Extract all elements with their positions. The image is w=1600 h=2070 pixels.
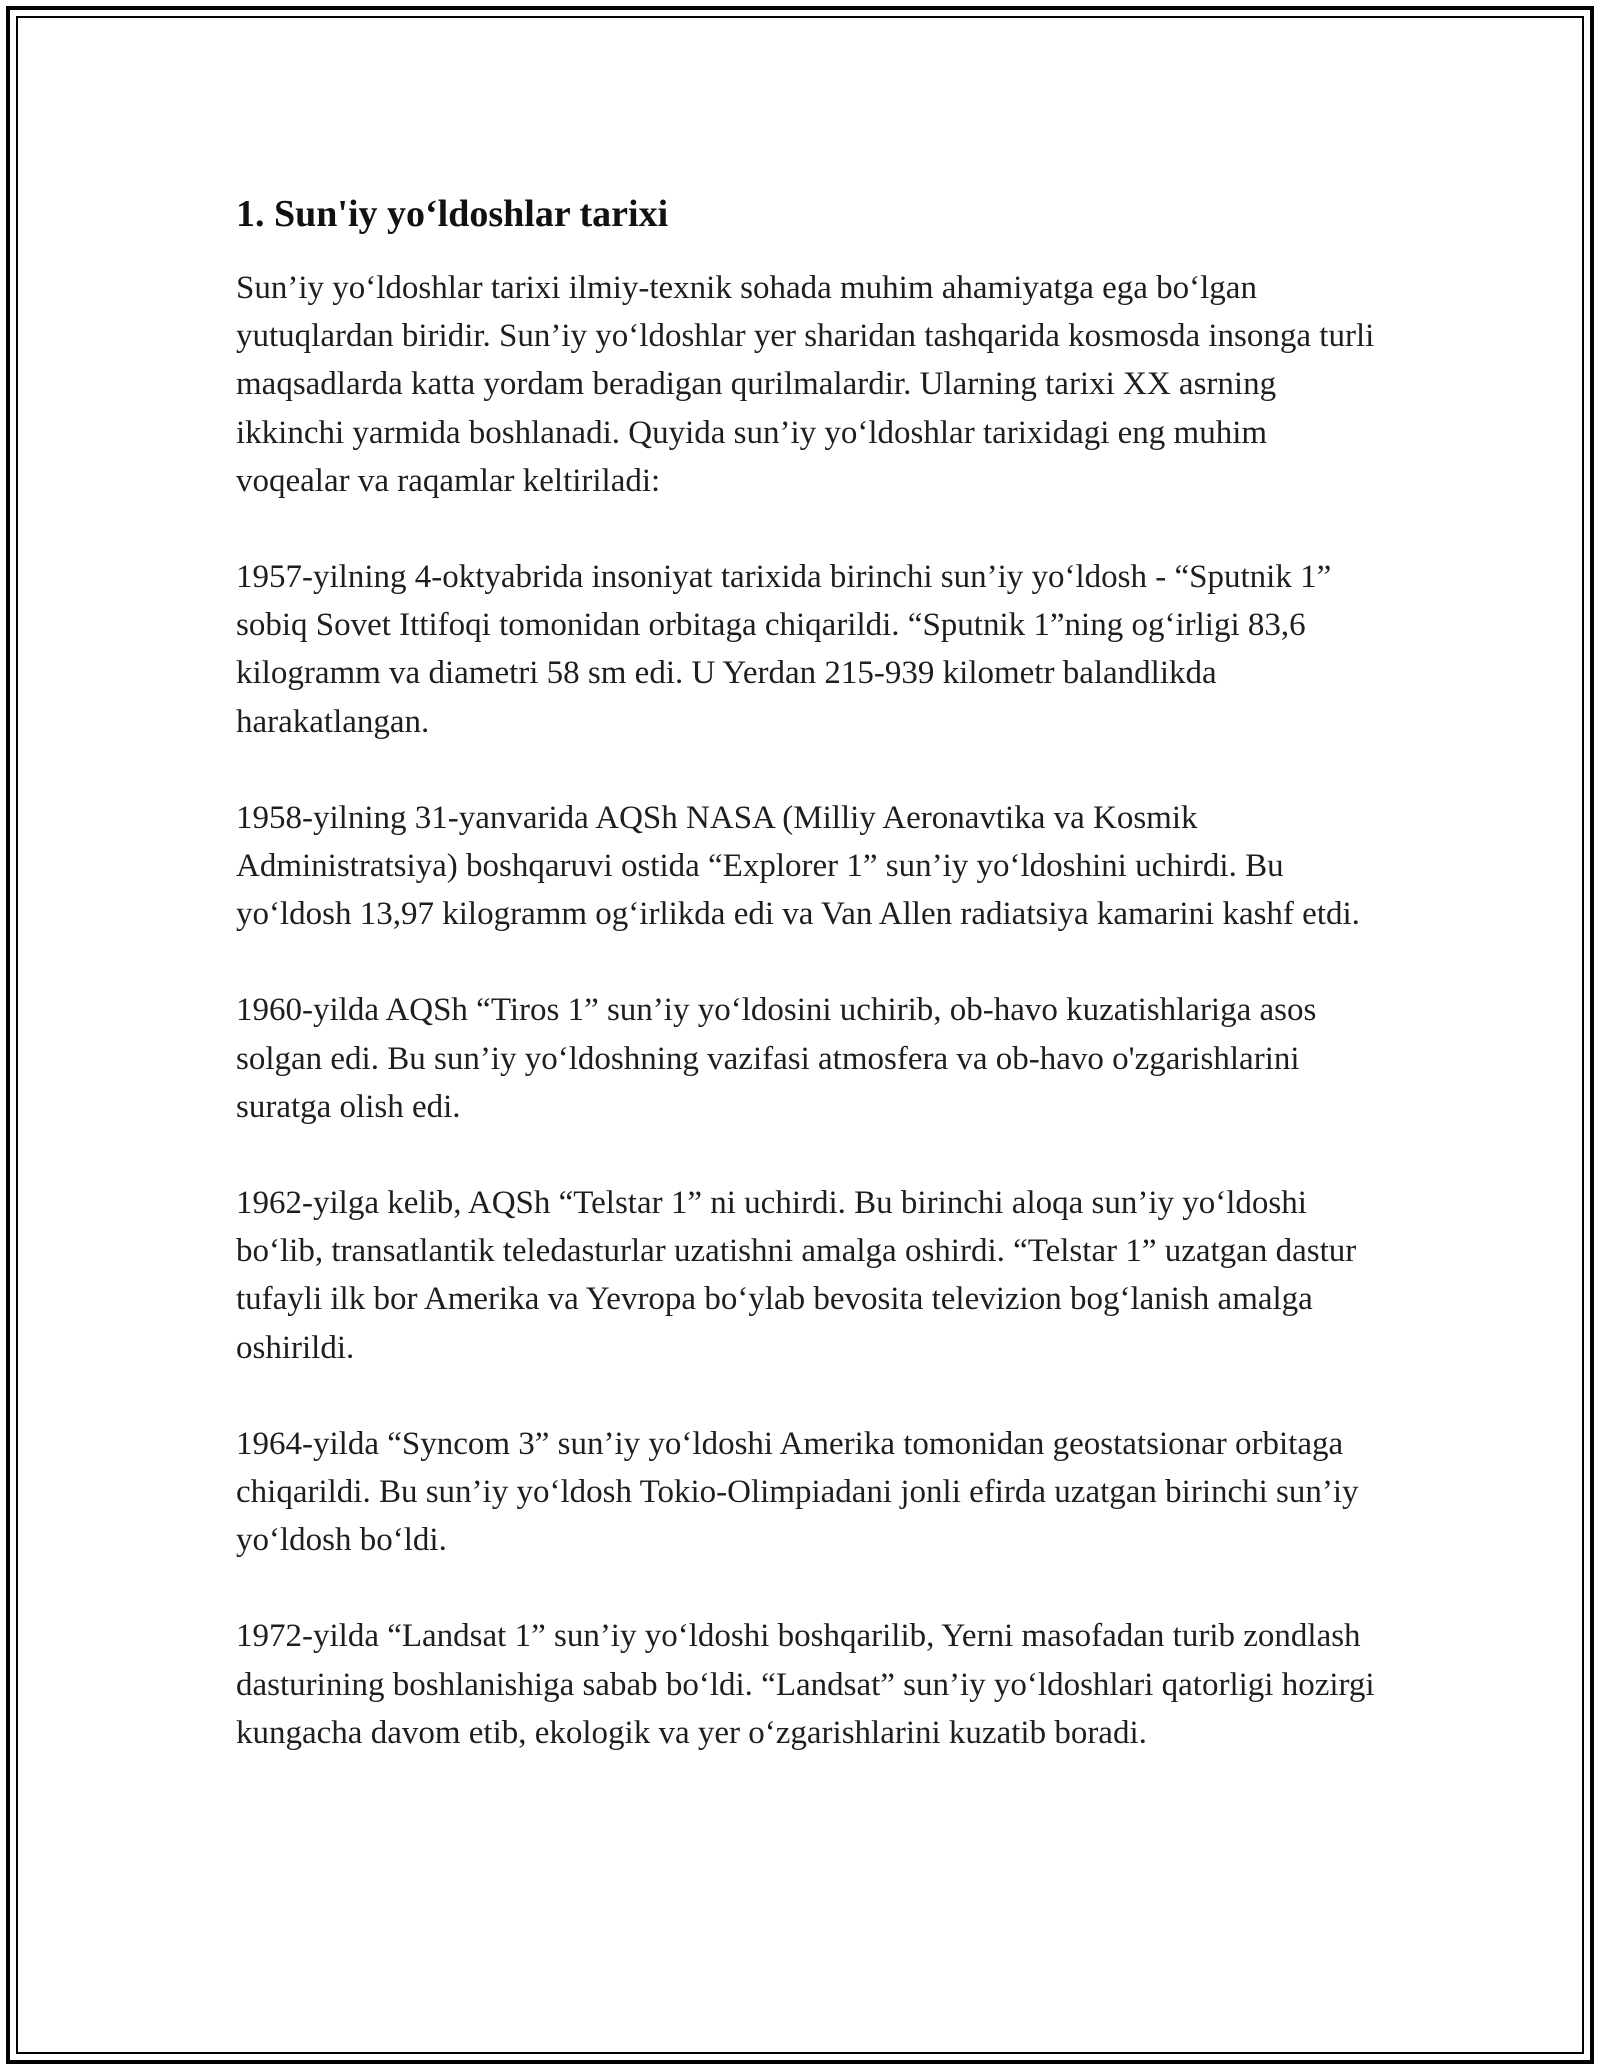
paragraph-intro: Sun’iy yo‘ldoshlar tarixi ilmiy-texnik sohada muhim ahamiyatga ega bo‘lgan yutuqlardan biridir. Sun’iy yo‘ldoshlar yer sharidan tashqarida kosmosda insonga turli maqsadlarda katta yordam beradigan qurilmalardir. Ularning tarixi XX asrning ikkinchi yarmida boshlanadi. Quyida sun’iy yo‘ldoshlar tarixidagi eng muhim voqealar va raqamlar keltiriladi: — [236, 270, 1375, 499]
paragraph-sputnik-1: 1957-yilning 4-oktyabrida insoniyat tarixida birinchi sun’iy yo‘ldosh - “Sputnik 1” sobiq Sovet Ittifoqi tomonidan orbitaga chiqarildi. “Sputnik 1”ning og‘irligi 83,6 kilogramm va diametri 58 sm edi. U Yerdan 215-939 kilometr balandlikda harakatlangan. — [236, 559, 1332, 740]
document-body — [236, 190, 1376, 1805]
paragraph-landsat-1: 1972-yilda “Landsat 1” sun’iy yo‘ldoshi boshqarilib, Yerni masofadan turib zondlash dasturining boshlanishiga sabab bo‘ldi. “Landsat” sun’iy yo‘ldoshlari qatorligi hozirgi kungacha davom etib, ekologik va yer o‘zgarishlarini kuzatib boradi. — [236, 1618, 1375, 1751]
paragraph-explorer-1: 1958-yilning 31-yanvarida AQSh NASA (Milliy Aeronavtika va Kosmik Administratsiya) boshqaruvi ostida “Explorer 1” sun’iy yo‘ldoshini uchirdi. Bu yo‘ldosh 13,97 kilogramm og‘irlikda edi va Van Allen radiatsiya kamarini kashf etdi. — [236, 799, 1360, 933]
paragraph-syncom-3: 1964-yilda “Syncom 3” sun’iy yo‘ldoshi Amerika tomonidan geostatsionar orbitaga chiqarildi. Bu sun’iy yo‘ldosh Tokio-Olimpiadani jonli efirda uzatgan birinchi sun’iy yo‘ldosh bo‘ldi. — [236, 1425, 1359, 1559]
paragraph-telstar-1: 1962-yilga kelib, AQSh “Telstar 1” ni uchirdi. Bu birinchi aloqa sun’iy yo‘ldoshi bo‘lib, transatlantik teledasturlar uzatishni amalga oshirdi. “Telstar 1” uzatgan dastur tufayli ilk bor Amerika va Yevropa bo‘ylab bevosita televizion bog‘lanish amalga oshirildi. — [236, 1185, 1357, 1366]
paragraph-tiros-1: 1960-yilda AQSh “Tiros 1” sun’iy yo‘ldosini uchirib, ob-havo kuzatishlariga asos solgan edi. Bu sun’iy yo‘ldoshning vazifasi atmosfera va ob-havo o'zgarishlarini suratga olish edi. — [236, 992, 1317, 1125]
section-title: 1. Sun'iy yo‘ldoshlar tarixi — [236, 193, 669, 235]
